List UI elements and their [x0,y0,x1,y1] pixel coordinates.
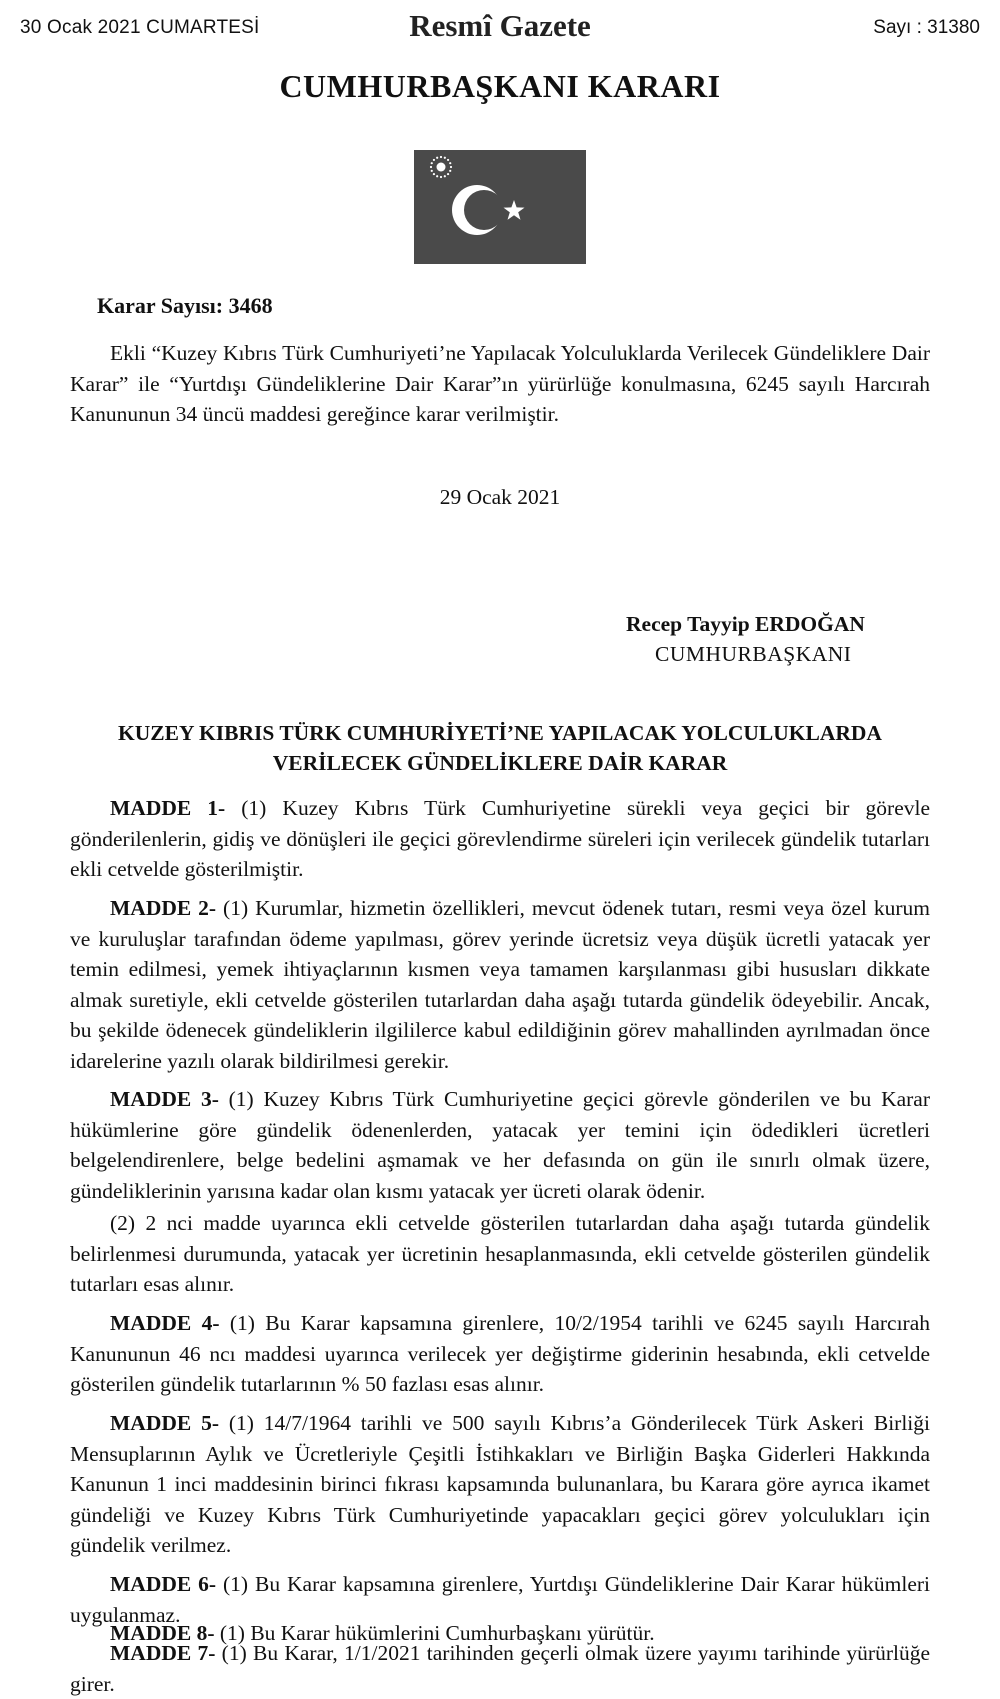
seal-sun [437,163,446,172]
article-text: (1) Bu Karar kapsamına girenlere, 10/2/1954 tarihli ve 6245 sayılı Harcırah Kanununun 46 ncı maddesi uyarınca verilecek yer değiştirme giderinin hesabında, ekli cetvelde gösterilen gündelik tutarlarının % 50 fazlası esas alınır. [70,1311,930,1396]
header-date: 30 Ocak 2021 CUMARTESİ [20,17,260,38]
article-3 [70,1084,930,1206]
decision-number: Karar Sayısı: 3468 [97,293,273,318]
annex-title: KUZEY KIBRIS TÜRK CUMHURİYETİ’NE YAPILACAK YOLCULUKLARDA VERİLECEK GÜNDELİKLERE DAİR KARAR [118,721,882,775]
seal-star [436,157,438,159]
seal-star [430,166,432,168]
article-label: MADDE 2- [110,896,217,920]
seal-star [433,159,435,161]
article-text: (1) Bu Karar hükümlerini Cumhurbaşkanı yürütür. [214,1621,655,1645]
article-text: (1) Kuzey Kıbrıs Türk Cumhuriyetine geçici görevle gönderilen ve bu Karar hükümlerine göre gündelik ödenenlerden, yatacak yer temini için ödedikleri ücretleri belgelendirenlere, belge bedelini aşmamak ve her defasında on gün ile sınırlı olmak üzere, gündeliklerinin yarısına kadar olan kısmı yatacak yer ücreti olarak ödenir. [70,1087,931,1203]
seal-star [431,170,433,172]
seal-star [444,175,446,177]
article-text: (1) Kuzey Kıbrıs Türk Cumhuriyetine sürekli veya geçici bir görevle gönderilenlerin, gidiş ve dönüşleri ile geçici görevlendirme süreleri için verilecek gündelik tutarları ekli cetvelde gösterilmiştir. [70,796,931,881]
article-label: MADDE 3- [110,1087,219,1111]
article-label: MADDE 8- [110,1621,215,1645]
seal-star [449,162,451,164]
article-5 [70,1408,930,1561]
seal-star [447,173,449,175]
gazette-header [20,6,980,50]
seal-star [449,170,451,172]
article-label: MADDE 1- [110,796,226,820]
article-8 [70,1618,930,1649]
decision-date: 29 Ocak 2021 [439,485,561,509]
seal-star [444,157,446,159]
seal-star [440,156,442,158]
signatory-title: CUMHURBAŞKANI [655,642,852,666]
intro-paragraph: Ekli “Kuzey Kıbrıs Türk Cumhuriyeti’ne Yapılacak Yolculuklarda Verilecek Gündeliklere Dair Karar” ile “Yurtdışı Gündeliklerine Dair Karar”ın yürürlüğe konulmasına, 6245 sayılı Harcırah Kanununun 34 üncü maddesi gereğince karar verilmiştir. [70,341,930,426]
article-text: (1) Bu Karar, 1/1/2021 tarihinden geçerli olmak üzere yayımı tarihinde yürürlüğe girer. [70,1641,930,1696]
article-label: MADDE 6- [110,1572,217,1596]
seal-star [431,162,433,164]
seal-star [433,173,435,175]
seal-star [440,176,442,178]
seal-star [436,175,438,177]
gazette-name: Resmî Gazete [409,8,591,43]
article-label: MADDE 4- [110,1311,220,1335]
decree-title: CUMHURBAŞKANI KARARI [279,68,721,104]
article-text: (1) Kurumlar, hizmetin özellikleri, mevcut ödenek tutarı, resmi veya özel kurum ve kuruluşlar tarafından ödeme yapılması, görev yerinde ücretsiz veya düşük ücretli yatacak yer temin edilmesi, yemek ihtiyaçlarının kısmen veya tamamen karşılanması gibi hususları dikkate almak suretiyle, ekli cetvelde gösterilen tutarlardan daha aşağı tutarda gündelik ödeyebilir. Ancak, bu şekilde ödenecek gündeliklerin ilgililerce kabul edildiğinin görev mahallinden ayrılmadan önce idarelerine yazılı olarak bildirilmesi gerekir. [70,896,931,1073]
article-4 [70,1308,930,1400]
article-1 [70,793,930,885]
seal-star [450,166,452,168]
article-2 [70,893,930,1076]
article-label: MADDE 5- [110,1411,219,1435]
seal-star [447,159,449,161]
presidential-seal-flag-icon [414,150,586,264]
article-label: MADDE 7- [110,1641,216,1665]
signatory-name: Recep Tayyip ERDOĞAN [626,612,865,636]
article-3-paragraph-2: (2) 2 nci madde uyarınca ekli cetvelde gösterilen tutarlardan daha aşağı tutarda gündelik belirlenmesi durumunda, yatacak yer ücretinin hesaplanmasında, ekli cetvelde gösterilen gündelik tutarları esas alınır. [70,1211,930,1296]
issue-number: Sayı : 31380 [873,17,980,38]
article-text: (1) Bu Karar kapsamına girenlere, Yurtdışı Gündeliklerine Dair Karar hükümleri uygulanmaz. [70,1572,930,1627]
article-text: (1) 14/7/1964 tarihli ve 500 sayılı Kıbrıs’a Gönderilecek Türk Askeri Birliği Mensuplarının Aylık ve Ücretleriyle Çeşitli İstihkakları ve Birliğin Başka Giderleri Hakkında Kanunun 1 inci maddesinin birinci fıkrası kapsamında bulunanlara, bu Karara göre ayrıca ikamet gündeliği ve Kuzey Kıbrıs Türk Cumhuriyetinde yapacakları geçici görev yolculukları için gündelik verilmez. [70,1411,931,1557]
